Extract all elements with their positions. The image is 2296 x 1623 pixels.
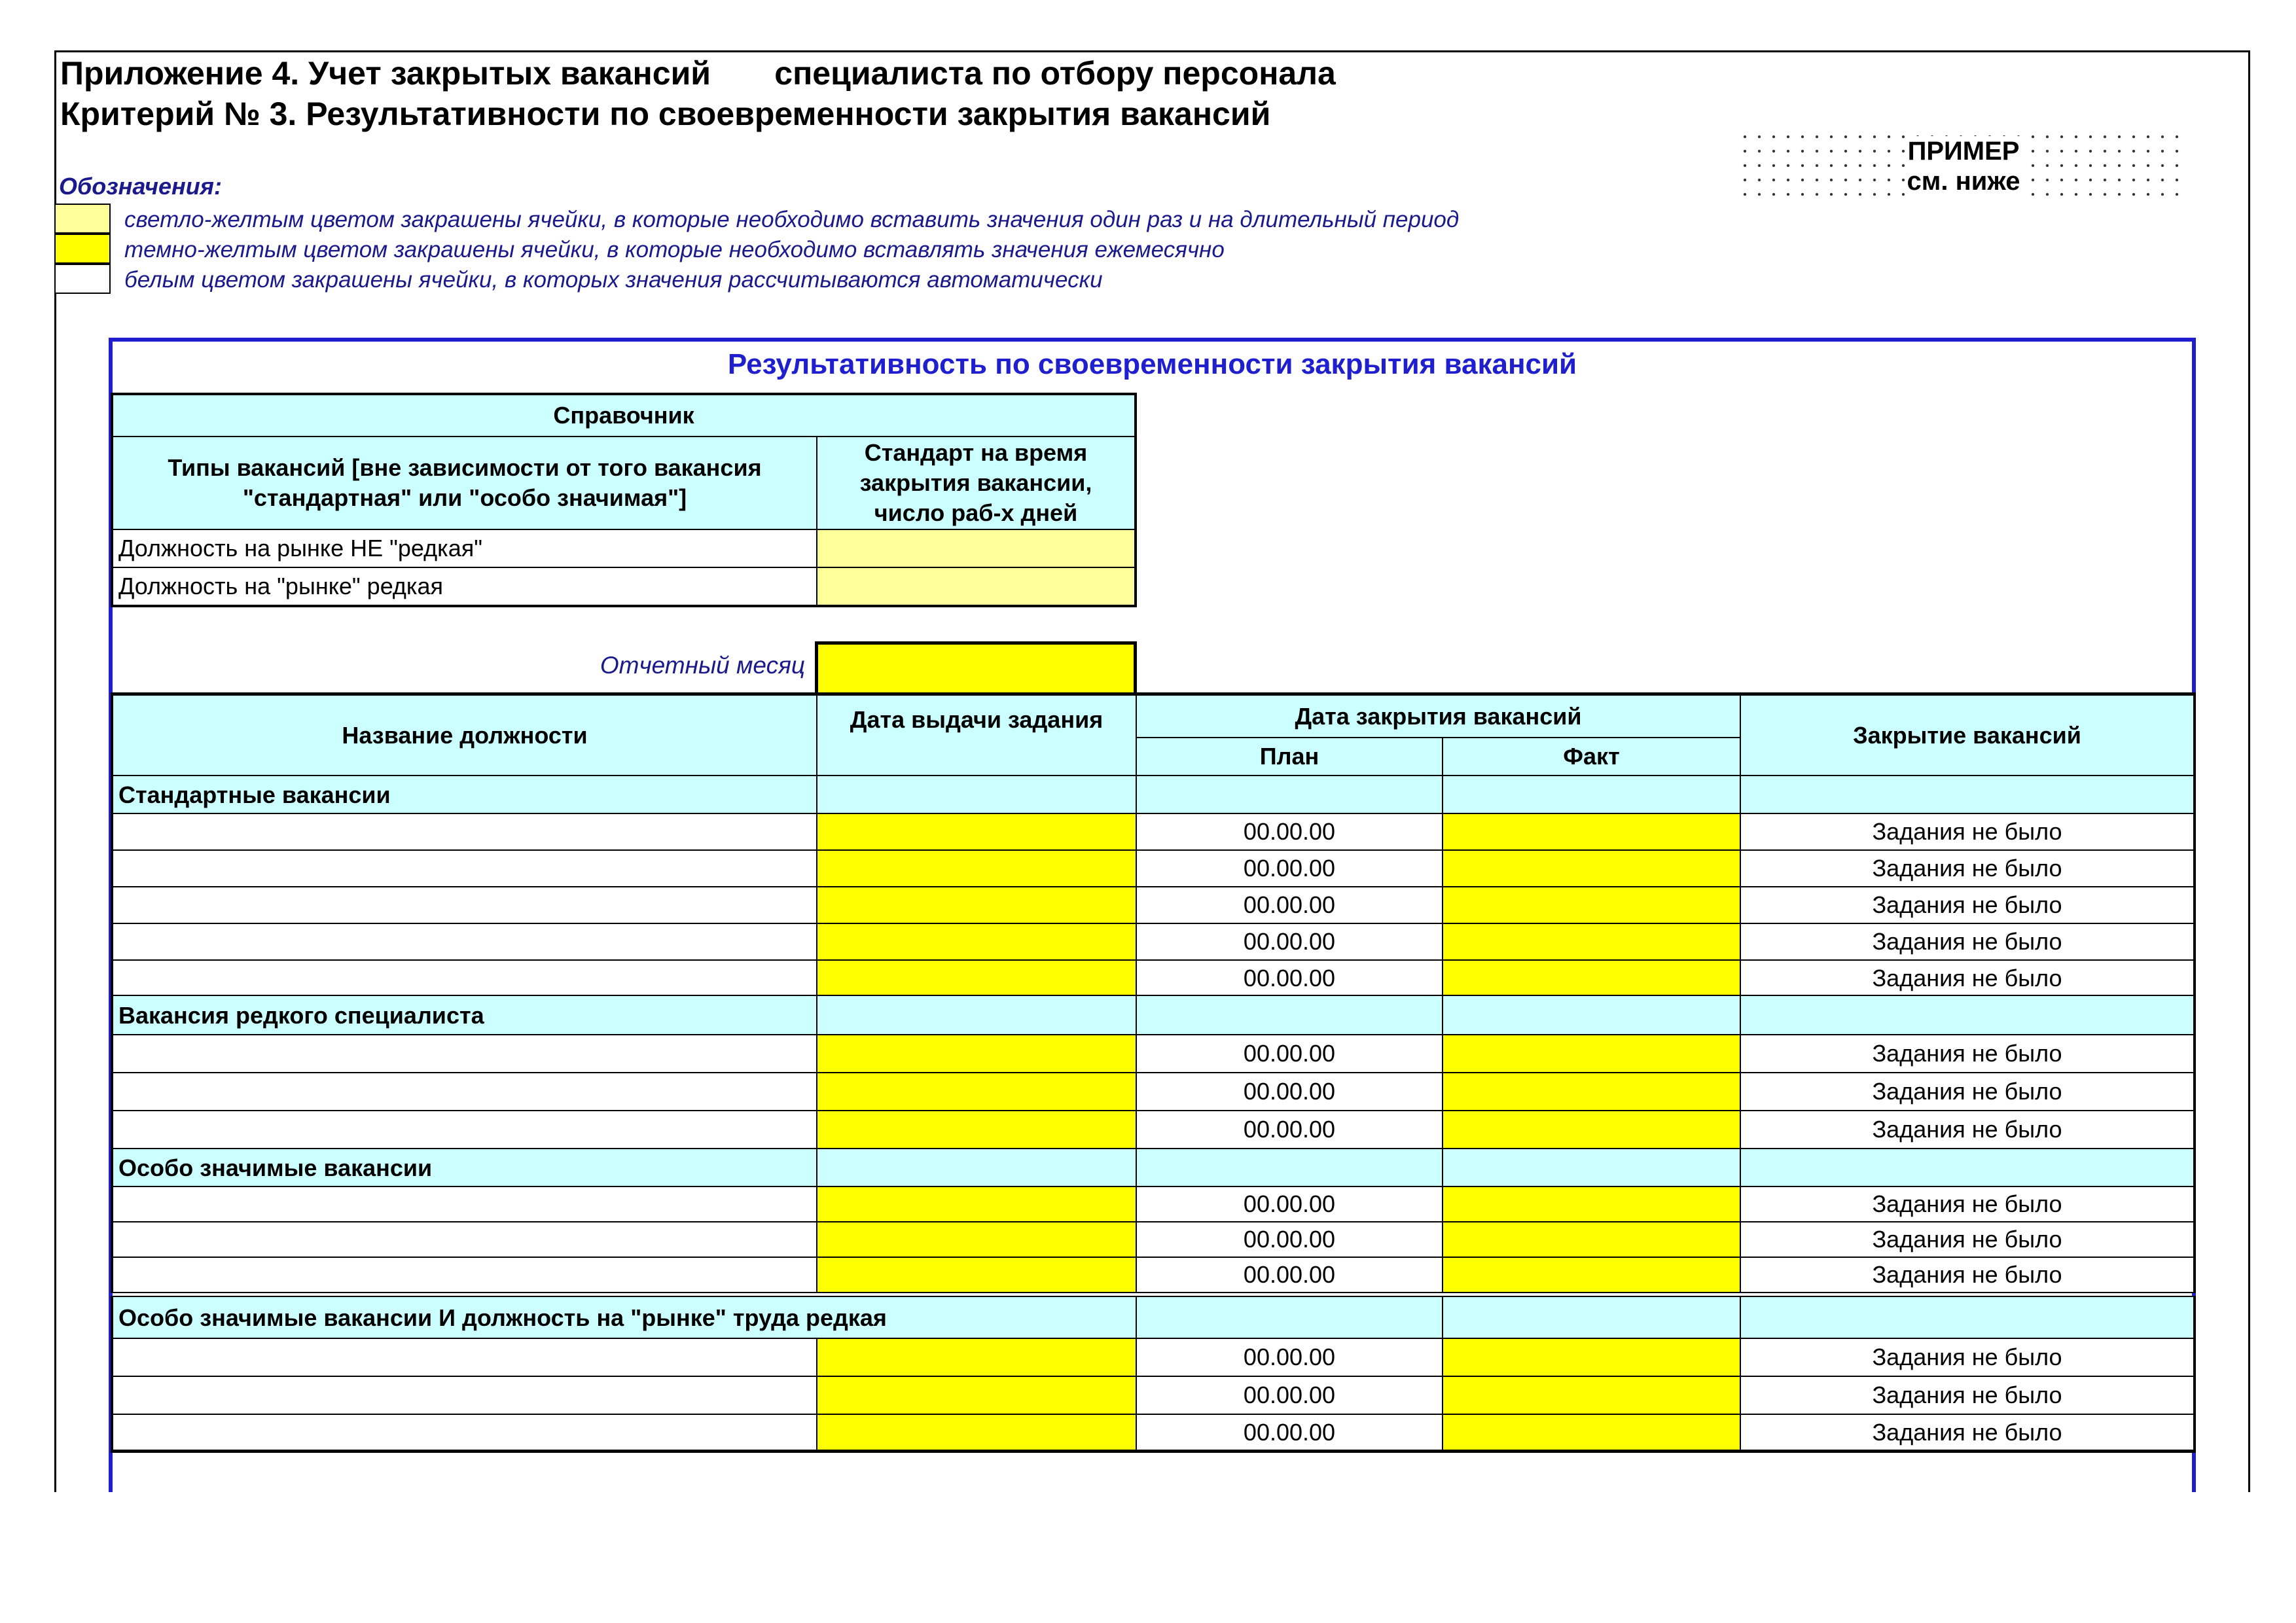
section-title: Особо значимые вакансии [111,1148,817,1188]
report-month-input[interactable] [815,641,1137,696]
fact-date-input[interactable] [1442,1072,1741,1111]
reference-standard-input[interactable] [816,529,1137,568]
section-header-cell [816,775,1137,815]
reference-row-type: Должность на рынке НЕ "редкая" [111,529,817,568]
section-header-cell [1740,995,2196,1037]
page-subtitle: Критерий № 3. Результативности по своевременности закрытия вакансий [60,96,1271,132]
plan-date-value: 00.00.00 [1136,1034,1443,1073]
position-name-input[interactable] [111,1376,817,1415]
issue-date-input[interactable] [816,1257,1137,1293]
section-header-cell [1740,1296,2196,1340]
section-header-cell [1136,1296,1443,1340]
issue-date-input[interactable] [816,1034,1137,1073]
legend-swatch-light-yellow [54,204,111,234]
position-name-input[interactable] [111,1110,817,1149]
col-header-fact: Факт [1442,737,1741,776]
plan-date-value: 00.00.00 [1136,886,1443,924]
example-sublabel: см. ниже [1905,166,2023,196]
fact-date-input[interactable] [1442,886,1741,924]
issue-date-input[interactable] [816,1376,1137,1415]
closing-status: Задания не было [1740,1414,2196,1453]
position-name-input[interactable] [111,813,817,851]
section-header-cell [1740,1148,2196,1188]
closing-status: Задания не было [1740,849,2196,887]
plan-date-value: 00.00.00 [1136,959,1443,997]
issue-date-input[interactable] [816,849,1137,887]
closing-status: Задания не было [1740,1110,2196,1149]
section-header-cell [816,1148,1137,1188]
issue-date-input[interactable] [816,813,1137,851]
legend-swatch-white [54,264,111,294]
section-header-cell [1136,1148,1443,1188]
section-header-cell [1136,775,1443,815]
position-name-input[interactable] [111,886,817,924]
page-title: Приложение 4. Учет закрытых вакансий специалиста по отбору персонала [60,55,1336,92]
legend-item: темно-желтым цветом закрашены ячейки, в которые необходимо вставлять значения ежемесячно [124,237,1225,262]
plan-date-value: 00.00.00 [1136,1110,1443,1149]
section-title: Вакансия редкого специалиста [111,995,817,1037]
closing-status: Задания не было [1740,1221,2196,1258]
section-title: Особо значимые вакансии И должность на "рынке" труда редкая [111,1296,1137,1340]
reference-col-type-header: Типы вакансий [вне зависимости от того вакансия "стандартная" или "особо значимая"] [111,436,817,530]
position-name-input[interactable] [111,849,817,887]
example-label: ПРИМЕР [1905,136,2022,166]
plan-date-value: 00.00.00 [1136,849,1443,887]
fact-date-input[interactable] [1442,1257,1741,1293]
section-header-cell [1442,775,1741,815]
fact-date-input[interactable] [1442,1414,1741,1453]
section-header-cell [1442,1148,1741,1188]
plan-date-value: 00.00.00 [1136,1186,1443,1222]
fact-date-input[interactable] [1442,1186,1741,1222]
plan-date-value: 00.00.00 [1136,1338,1443,1377]
issue-date-input[interactable] [816,886,1137,924]
fact-date-input[interactable] [1442,923,1741,961]
closing-status: Задания не было [1740,959,2196,997]
plan-date-value: 00.00.00 [1136,1072,1443,1111]
example-box [1738,130,2189,203]
main-title: Результативность по своевременности закрытия вакансий [727,348,1577,380]
closing-status: Задания не было [1740,813,2196,851]
issue-date-input[interactable] [816,923,1137,961]
col-header-closing: Закрытие вакансий [1740,692,2196,776]
issue-date-input[interactable] [816,1414,1137,1453]
section-header-cell [1136,995,1443,1037]
closing-status: Задания не было [1740,1376,2196,1415]
closing-status: Задания не было [1740,886,2196,924]
position-name-input[interactable] [111,1186,817,1222]
position-name-input[interactable] [111,923,817,961]
legend-item: белым цветом закрашены ячейки, в которых значения рассчитываются автоматически [124,267,1103,293]
col-header-position: Название должности [111,692,817,776]
section-header-cell [1442,1296,1741,1340]
closing-status: Задания не было [1740,1338,2196,1377]
plan-date-value: 00.00.00 [1136,813,1443,851]
issue-date-input[interactable] [816,959,1137,997]
position-name-input[interactable] [111,1257,817,1293]
legend-item: светло-желтым цветом закрашены ячейки, в которые необходимо вставить значения один раз и на длительный период [124,207,1460,232]
plan-date-value: 00.00.00 [1136,1376,1443,1415]
col-header-plan: План [1136,737,1443,776]
section-title: Стандартные вакансии [111,775,817,815]
position-name-input[interactable] [111,959,817,997]
position-name-input[interactable] [111,1414,817,1453]
reference-row-type: Должность на "рынке" редкая [111,567,817,607]
fact-date-input[interactable] [1442,813,1741,851]
closing-status: Задания не было [1740,1186,2196,1222]
fact-date-input[interactable] [1442,1110,1741,1149]
issue-date-input[interactable] [816,1221,1137,1258]
fact-date-input[interactable] [1442,1034,1741,1073]
legend-title: Обозначения: [59,173,222,200]
reference-col-standard-header: Стандарт на время закрытия вакансии, число раб-х дней [816,436,1137,530]
issue-date-input[interactable] [816,1186,1137,1222]
legend-swatch-dark-yellow [54,234,111,264]
issue-date-input[interactable] [816,1110,1137,1149]
plan-date-value: 00.00.00 [1136,1257,1443,1293]
position-name-input[interactable] [111,1338,817,1377]
section-header-cell [1442,995,1741,1037]
closing-status: Задания не было [1740,1257,2196,1293]
fact-date-input[interactable] [1442,1376,1741,1415]
position-name-input[interactable] [111,1221,817,1258]
fact-date-input[interactable] [1442,1221,1741,1258]
fact-date-input[interactable] [1442,849,1741,887]
closing-status: Задания не было [1740,1072,2196,1111]
col-header-issue-date: Дата выдачи задания [816,692,1137,776]
section-header-cell [1740,775,2196,815]
position-name-input[interactable] [111,1034,817,1073]
position-name-input[interactable] [111,1072,817,1111]
plan-date-value: 00.00.00 [1136,1221,1443,1258]
plan-date-value: 00.00.00 [1136,1414,1443,1453]
plan-date-value: 00.00.00 [1136,923,1443,961]
reference-standard-input[interactable] [816,567,1137,607]
report-month-label: Отчетный месяц [600,652,805,679]
closing-status: Задания не было [1740,1034,2196,1073]
fact-date-input[interactable] [1442,1338,1741,1377]
reference-title: Справочник [111,393,1137,437]
closing-status: Задания не было [1740,923,2196,961]
fact-date-input[interactable] [1442,959,1741,997]
issue-date-input[interactable] [816,1072,1137,1111]
col-header-close-date: Дата закрытия вакансий [1136,692,1741,738]
section-header-cell [816,995,1137,1037]
issue-date-input[interactable] [816,1338,1137,1377]
